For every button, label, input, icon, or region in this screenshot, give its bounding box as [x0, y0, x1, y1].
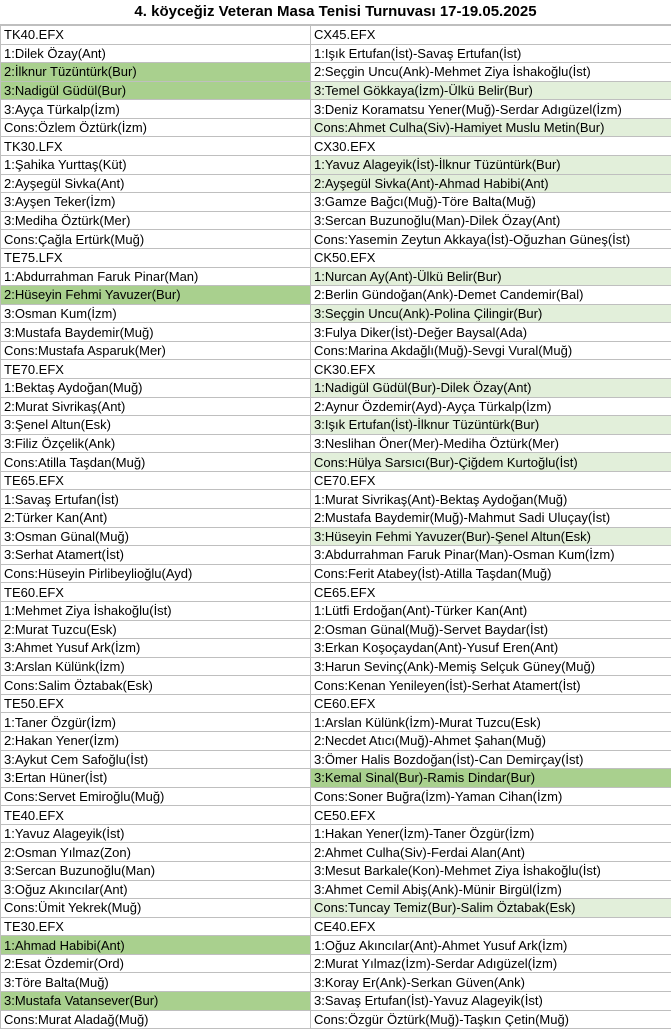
- right-cell[interactable]: 1:Nadigül Güdül(Bur)-Dilek Özay(Ant): [311, 378, 671, 397]
- left-cell[interactable]: 3:Nadigül Güdül(Bur): [1, 81, 311, 100]
- left-cell[interactable]: 3:Mediha Öztürk(Mer): [1, 211, 311, 230]
- table-row: [1, 731, 671, 750]
- left-cell[interactable]: 2:Murat Tuzcu(Esk): [1, 620, 311, 639]
- table-row: [1, 1010, 671, 1029]
- right-cell[interactable]: 2:Ayşegül Sivka(Ant)-Ahmad Habibi(Ant): [311, 174, 671, 193]
- table-row: [1, 509, 671, 528]
- table-row: [1, 787, 671, 806]
- right-cell[interactable]: 2:Murat Yılmaz(İzm)-Serdar Adıgüzel(İzm): [311, 954, 671, 973]
- right-cell[interactable]: 2:Mustafa Baydemir(Muğ)-Mahmut Sadi Uluçay(İst): [311, 509, 671, 528]
- right-cell[interactable]: 1:Nurcan Ay(Ant)-Ülkü Belir(Bur): [311, 267, 671, 286]
- left-cell[interactable]: 1:Mehmet Ziya İshakoğlu(İst): [1, 601, 311, 620]
- right-cell[interactable]: 3:Ömer Halis Bozdoğan(İst)-Can Demirçay(İst): [311, 750, 671, 769]
- right-cell[interactable]: 3:Kemal Sinal(Bur)-Ramis Dindar(Bur): [311, 769, 671, 788]
- left-cell[interactable]: TE50.EFX: [1, 694, 311, 713]
- table-row: [1, 490, 671, 509]
- left-cell[interactable]: 2:Hakan Yener(İzm): [1, 731, 311, 750]
- table-row: [1, 750, 671, 769]
- table-row: [1, 286, 671, 305]
- left-cell[interactable]: 3:Ahmet Yusuf Ark(İzm): [1, 639, 311, 658]
- right-cell[interactable]: 3:Koray Er(Ank)-Serkan Güven(Ank): [311, 973, 671, 992]
- right-cell[interactable]: CK50.EFX: [311, 248, 671, 267]
- table-row: [1, 397, 671, 416]
- right-cell[interactable]: CE70.EFX: [311, 471, 671, 490]
- table-row: [1, 416, 671, 435]
- table-row: [1, 341, 671, 360]
- left-cell[interactable]: 3:Mustafa Vatansever(Bur): [1, 992, 311, 1011]
- table-row: [1, 546, 671, 565]
- left-cell[interactable]: 2:Ayşegül Sivka(Ant): [1, 174, 311, 193]
- left-cell[interactable]: 3:Ayça Türkalp(İzm): [1, 100, 311, 119]
- sheet-title: 4. köyceğiz Veteran Masa Tenisi Turnuvası 17-19.05.2025: [0, 0, 671, 25]
- right-cell[interactable]: 1:Oğuz Akıncılar(Ant)-Ahmet Yusuf Ark(İzm): [311, 936, 671, 955]
- left-cell[interactable]: 3:Sercan Buzunoğlu(Man): [1, 862, 311, 881]
- left-cell[interactable]: 1:Dilek Özay(Ant): [1, 44, 311, 63]
- left-cell[interactable]: 1:Abdurrahman Faruk Pinar(Man): [1, 267, 311, 286]
- right-cell[interactable]: CE50.EFX: [311, 806, 671, 825]
- right-cell[interactable]: 3:Fulya Diker(İst)-Değer Baysal(Ada): [311, 323, 671, 342]
- left-cell[interactable]: 3:Osman Günal(Muğ): [1, 527, 311, 546]
- left-cell[interactable]: 2:Osman Yılmaz(Zon): [1, 843, 311, 862]
- right-cell[interactable]: 1:Hakan Yener(İzm)-Taner Özgür(İzm): [311, 824, 671, 843]
- table-row: [1, 824, 671, 843]
- left-cell[interactable]: Cons:Hüseyin Pirlibeylioğlu(Ayd): [1, 564, 311, 583]
- table-row: [1, 880, 671, 899]
- left-cell[interactable]: 3:Ayşen Teker(İzm): [1, 193, 311, 212]
- table-row: [1, 992, 671, 1011]
- table-row: [1, 527, 671, 546]
- table-row: [1, 378, 671, 397]
- right-cell[interactable]: CE65.EFX: [311, 583, 671, 602]
- left-cell[interactable]: Cons:Özlem Öztürk(İzm): [1, 118, 311, 137]
- table-row: [1, 657, 671, 676]
- table-row: [1, 434, 671, 453]
- right-cell[interactable]: Cons:Yasemin Zeytun Akkaya(İst)-Oğuzhan Güneş(İst): [311, 230, 671, 249]
- right-cell[interactable]: 2:Aynur Özdemir(Ayd)-Ayça Türkalp(İzm): [311, 397, 671, 416]
- right-cell[interactable]: CE40.EFX: [311, 917, 671, 936]
- right-cell[interactable]: 1:Yavuz Alageyik(İst)-İlknur Tüzüntürk(Bur): [311, 156, 671, 175]
- table-row: [1, 81, 671, 100]
- left-cell[interactable]: TK30.LFX: [1, 137, 311, 156]
- results-table-body: [1, 26, 671, 1029]
- right-cell[interactable]: 3:Gamze Bağcı(Muğ)-Töre Balta(Muğ): [311, 193, 671, 212]
- right-cell[interactable]: Cons:Ferit Atabey(İst)-Atilla Taşdan(Muğ): [311, 564, 671, 583]
- left-cell[interactable]: Cons:Ümit Yekrek(Muğ): [1, 899, 311, 918]
- table-row: [1, 44, 671, 63]
- right-cell[interactable]: CK30.EFX: [311, 360, 671, 379]
- right-cell[interactable]: Cons:Marina Akdağlı(Muğ)-Sevgi Vural(Muğ): [311, 341, 671, 360]
- table-row: [1, 862, 671, 881]
- right-cell[interactable]: 1:Arslan Külünk(İzm)-Murat Tuzcu(Esk): [311, 713, 671, 732]
- left-cell[interactable]: 1:Taner Özgür(İzm): [1, 713, 311, 732]
- table-row: [1, 806, 671, 825]
- left-cell[interactable]: 1:Savaş Ertufan(İst): [1, 490, 311, 509]
- left-cell[interactable]: 2:İlknur Tüzüntürk(Bur): [1, 63, 311, 82]
- left-cell[interactable]: 3:Şenel Altun(Esk): [1, 416, 311, 435]
- left-cell[interactable]: 3:Aykut Cem Safoğlu(İst): [1, 750, 311, 769]
- table-row: [1, 360, 671, 379]
- table-row: [1, 26, 671, 45]
- right-cell[interactable]: Cons:Kenan Yenileyen(İst)-Serhat Atamert(İst): [311, 676, 671, 695]
- right-cell[interactable]: 3:Neslihan Öner(Mer)-Mediha Öztürk(Mer): [311, 434, 671, 453]
- table-row: [1, 453, 671, 472]
- table-row: [1, 323, 671, 342]
- left-cell[interactable]: TK40.EFX: [1, 26, 311, 45]
- right-cell[interactable]: 3:Ahmet Cemil Abiş(Ank)-Münir Birgül(İzm): [311, 880, 671, 899]
- left-cell[interactable]: 2:Murat Sivrikaş(Ant): [1, 397, 311, 416]
- table-row: [1, 694, 671, 713]
- left-cell[interactable]: Cons:Murat Aladağ(Muğ): [1, 1010, 311, 1029]
- right-cell[interactable]: 3:Deniz Koramatsu Yener(Muğ)-Serdar Adıgüzel(İzm): [311, 100, 671, 119]
- table-row: [1, 471, 671, 490]
- right-cell[interactable]: 2:Necdet Atıcı(Muğ)-Ahmet Şahan(Muğ): [311, 731, 671, 750]
- table-row: [1, 620, 671, 639]
- table-row: [1, 156, 671, 175]
- right-cell[interactable]: 1:Murat Sivrikaş(Ant)-Bektaş Aydoğan(Muğ): [311, 490, 671, 509]
- left-cell[interactable]: 2:Türker Kan(Ant): [1, 509, 311, 528]
- right-cell[interactable]: 3:Seçgin Uncu(Ank)-Polina Çilingir(Bur): [311, 304, 671, 323]
- right-cell[interactable]: 3:Erkan Koşoçaydan(Ant)-Yusuf Eren(Ant): [311, 639, 671, 658]
- table-row: [1, 564, 671, 583]
- left-cell[interactable]: 1:Bektaş Aydoğan(Muğ): [1, 378, 311, 397]
- table-row: [1, 601, 671, 620]
- table-row: [1, 304, 671, 323]
- right-cell[interactable]: 3:Sercan Buzunoğlu(Man)-Dilek Özay(Ant): [311, 211, 671, 230]
- left-cell[interactable]: TE70.EFX: [1, 360, 311, 379]
- table-row: [1, 973, 671, 992]
- right-cell[interactable]: 3:Abdurrahman Faruk Pinar(Man)-Osman Kum(İzm): [311, 546, 671, 565]
- right-cell[interactable]: 2:Berlin Gündoğan(Ank)-Demet Candemir(Bal): [311, 286, 671, 305]
- left-cell[interactable]: 3:Ertan Hüner(İst): [1, 769, 311, 788]
- table-row: [1, 843, 671, 862]
- right-cell[interactable]: Cons:Hülya Sarsıcı(Bur)-Çiğdem Kurtoğlu(İst): [311, 453, 671, 472]
- right-cell[interactable]: CE60.EFX: [311, 694, 671, 713]
- left-cell[interactable]: Cons:Atilla Taşdan(Muğ): [1, 453, 311, 472]
- left-cell[interactable]: 3:Oğuz Akıncılar(Ant): [1, 880, 311, 899]
- left-cell[interactable]: 3:Serhat Atamert(İst): [1, 546, 311, 565]
- right-cell[interactable]: Cons:Tuncay Temiz(Bur)-Salim Öztabak(Esk): [311, 899, 671, 918]
- right-cell[interactable]: 2:Osman Günal(Muğ)-Servet Baydar(İst): [311, 620, 671, 639]
- right-cell[interactable]: 3:Savaş Ertufan(İst)-Yavuz Alageyik(İst): [311, 992, 671, 1011]
- table-row: [1, 118, 671, 137]
- table-row: [1, 267, 671, 286]
- table-row: [1, 676, 671, 695]
- left-cell[interactable]: Cons:Servet Emiroğlu(Muğ): [1, 787, 311, 806]
- left-cell[interactable]: 2:Hüseyin Fehmi Yavuzer(Bur): [1, 286, 311, 305]
- table-row: [1, 917, 671, 936]
- left-cell[interactable]: Cons:Çağla Ertürk(Muğ): [1, 230, 311, 249]
- table-row: [1, 193, 671, 212]
- right-cell[interactable]: CX30.EFX: [311, 137, 671, 156]
- table-row: [1, 248, 671, 267]
- table-row: [1, 899, 671, 918]
- right-cell[interactable]: CX45.EFX: [311, 26, 671, 45]
- table-row: [1, 137, 671, 156]
- left-cell[interactable]: 1:Ahmad Habibi(Ant): [1, 936, 311, 955]
- left-cell[interactable]: 2:Esat Özdemir(Ord): [1, 954, 311, 973]
- right-cell[interactable]: 3:Hüseyin Fehmi Yavuzer(Bur)-Şenel Altun(Esk): [311, 527, 671, 546]
- table-row: [1, 769, 671, 788]
- left-cell[interactable]: 3:Filiz Özçelik(Ank): [1, 434, 311, 453]
- table-row: [1, 583, 671, 602]
- right-cell[interactable]: Cons:Soner Buğra(İzm)-Yaman Cihan(İzm): [311, 787, 671, 806]
- results-table: [0, 25, 671, 1029]
- left-cell[interactable]: 3:Töre Balta(Muğ): [1, 973, 311, 992]
- left-cell[interactable]: TE30.EFX: [1, 917, 311, 936]
- left-cell[interactable]: 3:Mustafa Baydemir(Muğ): [1, 323, 311, 342]
- left-cell[interactable]: 1:Şahika Yurttaş(Küt): [1, 156, 311, 175]
- table-row: [1, 713, 671, 732]
- left-cell[interactable]: Cons:Mustafa Asparuk(Mer): [1, 341, 311, 360]
- left-cell[interactable]: 3:Arslan Külünk(İzm): [1, 657, 311, 676]
- table-row: [1, 639, 671, 658]
- right-cell[interactable]: 3:Harun Sevinç(Ank)-Memiş Selçuk Güney(Muğ): [311, 657, 671, 676]
- table-row: [1, 230, 671, 249]
- right-cell[interactable]: 3:Işık Ertufan(İst)-İlknur Tüzüntürk(Bur): [311, 416, 671, 435]
- table-row: [1, 63, 671, 82]
- table-row: [1, 936, 671, 955]
- left-cell[interactable]: TE65.EFX: [1, 471, 311, 490]
- left-cell[interactable]: 1:Yavuz Alageyik(İst): [1, 824, 311, 843]
- table-row: [1, 954, 671, 973]
- right-cell[interactable]: 3:Temel Gökkaya(İzm)-Ülkü Belir(Bur): [311, 81, 671, 100]
- right-cell[interactable]: 2:Ahmet Culha(Siv)-Ferdai Alan(Ant): [311, 843, 671, 862]
- left-cell[interactable]: 3:Osman Kum(İzm): [1, 304, 311, 323]
- right-cell[interactable]: 1:Lütfi Erdoğan(Ant)-Türker Kan(Ant): [311, 601, 671, 620]
- table-row: [1, 100, 671, 119]
- right-cell[interactable]: Cons:Özgür Öztürk(Muğ)-Taşkın Çetin(Muğ): [311, 1010, 671, 1029]
- right-cell[interactable]: 2:Seçgin Uncu(Ank)-Mehmet Ziya İshakoğlu(İst): [311, 63, 671, 82]
- right-cell[interactable]: 1:Işık Ertufan(İst)-Savaş Ertufan(İst): [311, 44, 671, 63]
- left-cell[interactable]: TE75.LFX: [1, 248, 311, 267]
- right-cell[interactable]: Cons:Ahmet Culha(Siv)-Hamiyet Muslu Metin(Bur): [311, 118, 671, 137]
- table-row: [1, 211, 671, 230]
- left-cell[interactable]: TE40.EFX: [1, 806, 311, 825]
- right-cell[interactable]: 3:Mesut Barkale(Kon)-Mehmet Ziya İshakoğlu(İst): [311, 862, 671, 881]
- left-cell[interactable]: TE60.EFX: [1, 583, 311, 602]
- left-cell[interactable]: Cons:Salim Öztabak(Esk): [1, 676, 311, 695]
- table-row: [1, 174, 671, 193]
